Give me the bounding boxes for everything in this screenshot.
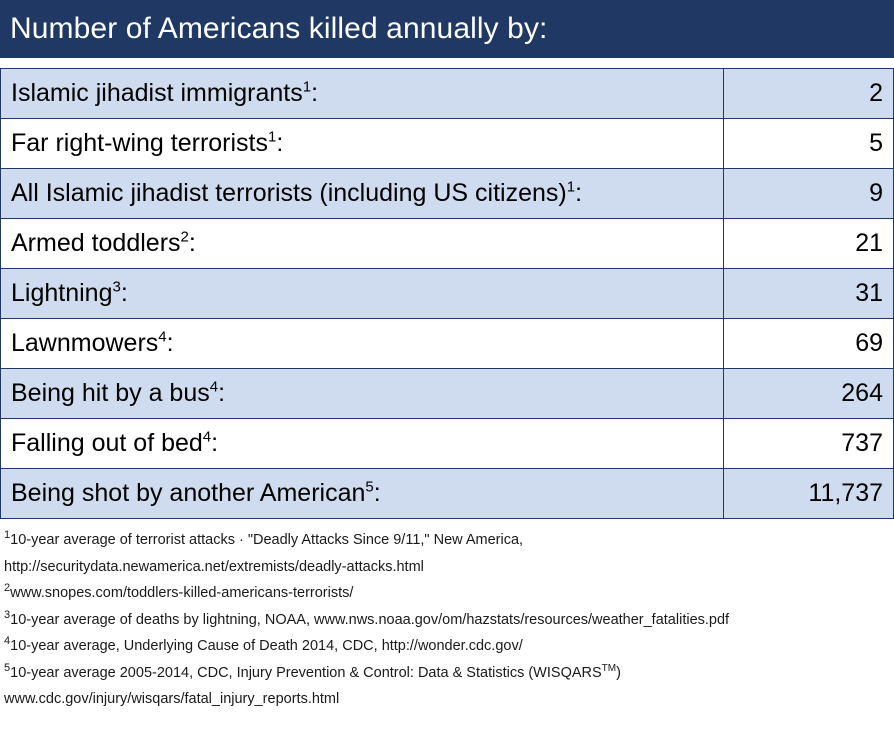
row-label-cell: Lawnmowers$^4$: [1, 319, 724, 369]
table-row [1, 119, 894, 169]
table-row [1, 419, 894, 469]
footnote-text: www.snopes.com/toddlers-killed-americans-terrorists/ [10, 585, 354, 602]
row-footnote-marker: 3 [112, 278, 121, 296]
row-footnote-marker: 4 [158, 328, 167, 346]
row-label: Islamic jihadist immigrants [11, 79, 303, 107]
row-label: Lightning [11, 279, 113, 307]
footnote-text: 10-year average of deaths by lightning, NOAA, www.nws.noaa.gov/om/hazstats/resources/weather_fatalities.pdf [10, 611, 730, 628]
footnote-text: http://securitydata.newamerica.net/extremists/deadly-attacks.html [4, 558, 424, 575]
row-label-cell: Lightning$^3$: [1, 269, 724, 319]
footnote-1 [4, 527, 894, 554]
footnote-text: 10-year average 2005-2014, CDC, Injury Prevention & Control: Data & Statistics (WISQARS [10, 664, 602, 681]
row-label: Armed toddlers [11, 229, 181, 257]
footnote-marker: 5 [4, 662, 11, 675]
row-label-cell: Armed toddlers$^2$: [1, 219, 724, 269]
row-label: Far right-wing terrorists [11, 129, 268, 157]
page-title: Number of Americans killed annually by: [10, 12, 548, 45]
row-value: 31 [724, 269, 894, 319]
table-row [1, 469, 894, 519]
row-value: 737 [724, 419, 894, 469]
footnote-marker: 4 [4, 635, 11, 648]
footnote-5-url [4, 686, 894, 713]
row-footnote-marker: 4 [209, 378, 219, 396]
row-value: 5 [724, 119, 894, 169]
row-label-cell: Falling out of bed$^4$: [1, 419, 724, 469]
table-row [1, 219, 894, 269]
row-footnote-marker: 4 [202, 428, 212, 446]
footnote-text: www.cdc.gov/injury/wisqars/fatal_injury_reports.html [4, 691, 340, 708]
footnotes-section [0, 519, 894, 713]
footnote-marker: 2 [4, 582, 11, 595]
footnote-3 [4, 607, 894, 634]
row-label-cell: Islamic jihadist immigrants$^1$: [1, 69, 724, 119]
footnote-4 [4, 633, 894, 660]
deaths-table [0, 68, 894, 519]
row-label: Being hit by a bus [11, 379, 210, 407]
row-footnote-marker: 1 [268, 128, 277, 146]
footnote-marker: 1 [4, 529, 11, 542]
row-value: 9 [724, 169, 894, 219]
row-label-cell: Being hit by a bus$^4$: [1, 369, 724, 419]
row-label-cell: Far right-wing terrorists$^1$: [1, 119, 724, 169]
footnote-text: 10-year average of terrorist attacks · "Deadly Attacks Since 9/11," New America, [10, 532, 524, 548]
row-label-cell: Being shot by another American$^5$: [1, 469, 724, 519]
title-table-gap [0, 58, 894, 68]
row-value: 21 [724, 219, 894, 269]
row-value: 264 [724, 369, 894, 419]
row-footnote-marker: 1 [566, 178, 576, 196]
row-footnote-marker: 1 [302, 78, 312, 96]
table-row [1, 69, 894, 119]
table-row [1, 319, 894, 369]
title-bar [0, 0, 894, 58]
table-row [1, 369, 894, 419]
row-label: Falling out of bed [11, 429, 203, 457]
footnote-marker: 3 [4, 608, 11, 621]
footnote-text-tail: ) [616, 664, 621, 681]
row-value: 2 [724, 69, 894, 119]
trademark-symbol: TM [601, 663, 617, 675]
table-body [1, 69, 894, 519]
row-footnote-marker: 2 [180, 228, 189, 246]
footnote-5 [4, 660, 894, 687]
row-value: 69 [724, 319, 894, 369]
table-row [1, 169, 894, 219]
footnote-2 [4, 580, 894, 607]
row-footnote-marker: 5 [365, 478, 374, 496]
row-label-cell: All Islamic jihadist terrorists (including US citizens)$^1$: [1, 169, 724, 219]
footnote-text: 10-year average, Underlying Cause of Death 2014, CDC, http://wonder.cdc.gov/ [10, 638, 523, 655]
row-label: Lawnmowers [11, 329, 159, 357]
footnote-1-url [4, 554, 894, 581]
row-value: 11,737 [724, 469, 894, 519]
row-label: Being shot by another American [11, 479, 366, 507]
row-label: All Islamic jihadist terrorists (including US citizens) [11, 179, 567, 207]
table-row [1, 269, 894, 319]
